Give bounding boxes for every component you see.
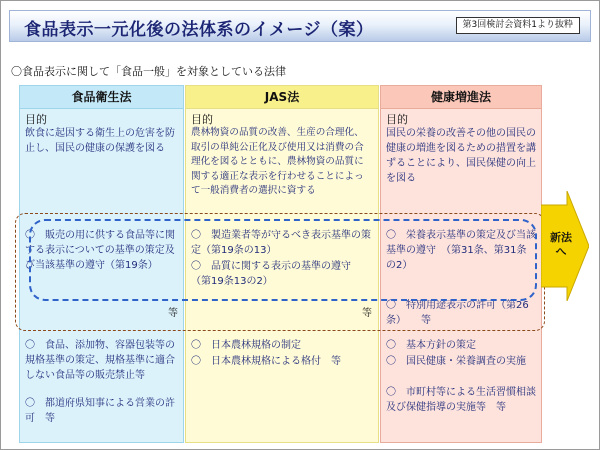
- list-item: 〇 市町村等による生活習慣相談及び保健指導の実施等 等: [386, 387, 536, 413]
- etc-label: 等: [168, 308, 178, 319]
- list-item: 〇 日本農林規格による格付 等: [191, 356, 341, 367]
- list-item: 〇 販売の用に供する食品等に関する表示についての基準の策定及び当該基準の遵守（第19条）: [25, 230, 175, 271]
- etc-label: 等: [362, 308, 372, 319]
- purpose-text: 国民の栄養の改善その他の国民の健康の増進を図るための措置を講ずることにより、国民保健の向上を図る: [386, 128, 536, 184]
- subtitle: 〇食品表示に関して「食品一般」を対象としている法律: [11, 65, 286, 78]
- source-badge: 第3回検討会資料1より抜粋: [456, 17, 580, 34]
- list-item: 〇 特別用途表示の許可（第26条） 等: [386, 300, 529, 326]
- title-bar: [9, 10, 591, 42]
- labeling-standards-outline: [29, 219, 537, 301]
- new-law-label: 新法へ: [550, 231, 572, 258]
- column-header: 食品衛生法: [20, 86, 183, 109]
- list-item: 〇 食品、添加物、容器包装等の規格基準の策定、規格基準に適合しない食品等の販売禁止等: [25, 340, 175, 381]
- list-item: 〇 栄養表示基準の策定及び当該基準の遵守 （第31条、第31条の2）: [386, 230, 536, 271]
- list-item: 〇 製造業者等が守るべき表示基準の策定（第19条の13）: [191, 230, 371, 256]
- column-header: 健康増進法: [381, 86, 541, 109]
- purpose-label: 目的: [191, 113, 213, 126]
- purpose-text: 農林物資の品質の改善、生産の合理化、取引の単純公正化及び使用又は消費の合理化を図るとともに、農林物資の品質に関する適正な表示を行わせることによって一般消費者の選択に資する: [191, 127, 364, 196]
- list-item: 〇 基本方針の策定: [386, 340, 476, 351]
- list-item: 〇 品質に関する表示の基準の遵守 （第19条13の2）: [191, 261, 361, 287]
- purpose-label: 目的: [386, 113, 408, 126]
- purpose-label: 目的: [25, 113, 47, 126]
- column-header: JAS法: [186, 86, 378, 109]
- list-item: 〇 日本農林規格の制定: [191, 340, 301, 351]
- list-item: 〇 国民健康・栄養調査の実施: [386, 356, 526, 367]
- page-title: 食品表示一元化後の法体系のイメージ（案）: [24, 20, 374, 40]
- purpose-text: 飲食に起因する衛生上の危害を防止し、国民の健康の保護を図る: [25, 128, 175, 154]
- list-item: 〇 都道府県知事による営業の許可 等: [25, 398, 175, 424]
